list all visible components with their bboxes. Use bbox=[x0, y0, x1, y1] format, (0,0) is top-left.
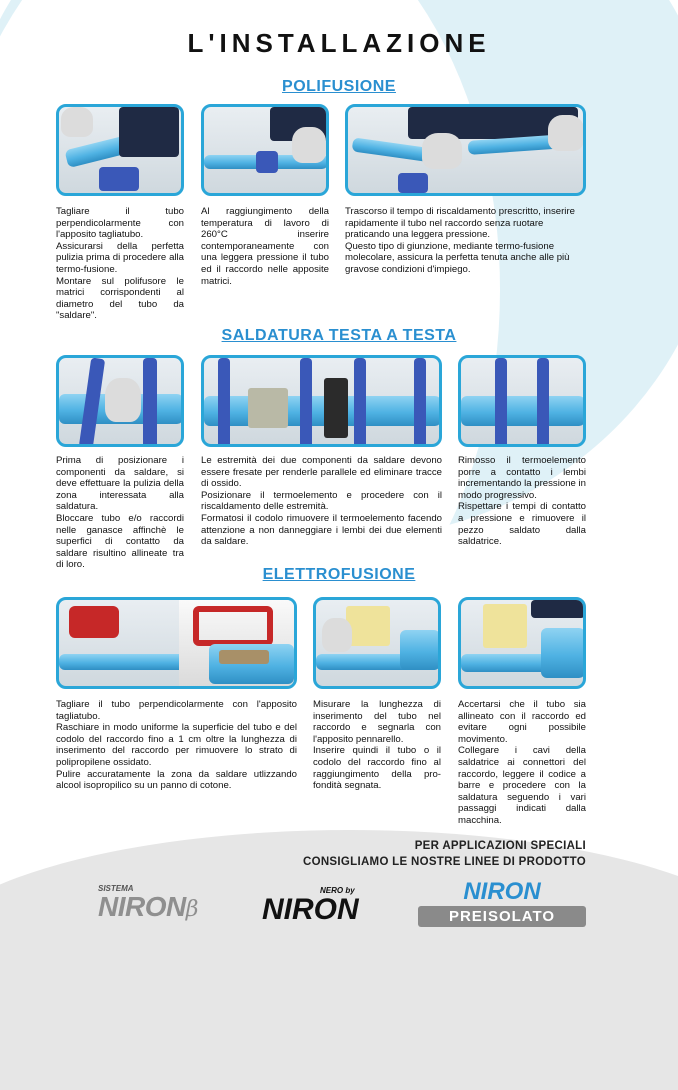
text-polifusione-2 bbox=[201, 206, 329, 287]
photo-saldatura-3 bbox=[458, 355, 586, 447]
text-elettrofusione-1 bbox=[56, 699, 297, 792]
paragraph: Rimosso il termoelemento porre a contatto i lembi incrementando la pressione in modo progressivo. bbox=[458, 455, 586, 501]
logo-nero-name: NIRON bbox=[262, 893, 359, 926]
logo-beta-suffix: β bbox=[185, 897, 198, 922]
text-saldatura-2 bbox=[201, 455, 442, 548]
photo-saldatura-1 bbox=[56, 355, 184, 447]
section-heading-saldatura: SALDATURA TESTA A TESTA bbox=[221, 327, 457, 344]
logo-beta-prefix: SISTEMA bbox=[98, 884, 134, 893]
paragraph: Bloccare tubo e/o raccordi nelle ganasce affinchè le superfici di contatto da saldare risultino allineate tra di loro. bbox=[56, 512, 184, 571]
paragraph: Le estremità dei due componenti da saldare devono essere fresate per renderle parallele ed eliminare tracce di ossido. bbox=[201, 455, 442, 490]
paragraph: Pulire accuratamente la zona da saldare utlizzando alcool isopropilico su un panno di cotone. bbox=[56, 768, 297, 792]
paragraph: Tagliare il tubo perpendicolarmente con l'apposito tagliatubo. bbox=[56, 699, 297, 722]
paragraph: Posizionare il termoelemento e procedere con il riscaldamento delle estremità. bbox=[201, 489, 442, 513]
paragraph: Misurare la lunghezza di inserimento del tubo nel raccordo e segnarla con l'apposito pennarello. bbox=[313, 699, 441, 745]
paragraph: Formatosi il codolo rimuovere il termoelemento facendo attenzione a non danneggiare i lembi dei due elementi da saldare. bbox=[201, 512, 442, 548]
text-polifusione-1 bbox=[56, 206, 184, 322]
photo-polifusione-2 bbox=[201, 104, 329, 196]
text-saldatura-1 bbox=[56, 455, 184, 571]
paragraph: Questo tipo di giunzione, mediante termo-fusione molecolare, assicura la perfetta tenuta anche alle più gravose condizioni d'impiego. bbox=[345, 240, 570, 275]
paragraph: Inserire quindi il tubo o il codolo del raccordo fino al raggiungimento della pro-fondità segnata. bbox=[313, 745, 441, 792]
photo-elettrofusione-1 bbox=[56, 597, 297, 689]
text-polifusione-3 bbox=[345, 206, 586, 276]
logo-niron-beta bbox=[98, 884, 198, 924]
paragraph: Raschiare in modo uniforme la superficie del tubo e del codolo del raccordo fino a 1 cm oltre la lunghezza di inserimento del raccordo per rimuovere lo strato di polipropilene ossidato. bbox=[56, 722, 297, 768]
logo-nero-prefix: NERO by bbox=[320, 886, 355, 895]
logo-beta-name: NIRON bbox=[98, 891, 186, 922]
photo-polifusione-1 bbox=[56, 104, 184, 196]
section-heading-elettrofusione: ELETTROFUSIONE bbox=[262, 566, 416, 583]
text-elettrofusione-2 bbox=[313, 699, 441, 792]
section-heading-polifusione: POLIFUSIONE bbox=[282, 78, 396, 95]
text-saldatura-3 bbox=[458, 455, 586, 548]
paragraph: Collegare i cavi della saldatrice ai connettori del raccordo, leggere il codice a barre e procedere con la saldatura seguendo i vari passaggi indicati dalla macchina. bbox=[458, 745, 586, 826]
logo-nero-niron bbox=[262, 886, 359, 925]
paragraph: Rispettare i tempi di contatto a pressione e rimuovere il pezzo saldato dalla saldatrice. bbox=[458, 501, 586, 548]
photo-polifusione-3 bbox=[345, 104, 586, 196]
paragraph: Accertarsi che il tubo sia allineato con il raccordo ed evitare ogni possibile movimento. bbox=[458, 699, 586, 745]
text-elettrofusione-3 bbox=[458, 699, 586, 827]
photo-elettrofusione-3 bbox=[458, 597, 586, 689]
photo-elettrofusione-2 bbox=[313, 597, 441, 689]
footer-line-2: CONSIGLIAMO LE NOSTRE LINEE DI PRODOTTO bbox=[302, 856, 586, 868]
paragraph: Montare sul polifusore le matrici corrispondenti al diametro del tubo da "saldare". bbox=[56, 275, 184, 322]
logo-pre-sub: PREISOLATO bbox=[418, 906, 586, 927]
logo-niron-preisolato bbox=[418, 880, 586, 927]
paragraph: Prima di posizionare i componenti da saldare, si deve effettuare la pulizia della zona interessata alla saldatura. bbox=[56, 455, 184, 513]
paragraph: Assicurarsi della perfetta pulizia prima di procedere alla termo-fusione. bbox=[56, 240, 184, 275]
paragraph: Al raggiungimento della temperatura di lavoro di 260°C inserire contemporaneamente con una leggera pressione il tubo ed il raccordo nelle apposite matrici. bbox=[201, 206, 329, 287]
footer-line-1: PER APPLICAZIONI SPECIALI bbox=[414, 840, 586, 852]
logo-pre-name: NIRON bbox=[463, 878, 541, 905]
paragraph: Trascorso il tempo di riscaldamento prescritto, inserire rapidamente il tubo nel raccordo senza ruotare praticando una leggera pressione. bbox=[345, 206, 575, 241]
page-title: L'INSTALLAZIONE bbox=[187, 28, 491, 58]
photo-saldatura-2 bbox=[201, 355, 442, 447]
paragraph: Tagliare il tubo perpendicolarmente con l'apposito tagliatubo. bbox=[56, 206, 184, 241]
